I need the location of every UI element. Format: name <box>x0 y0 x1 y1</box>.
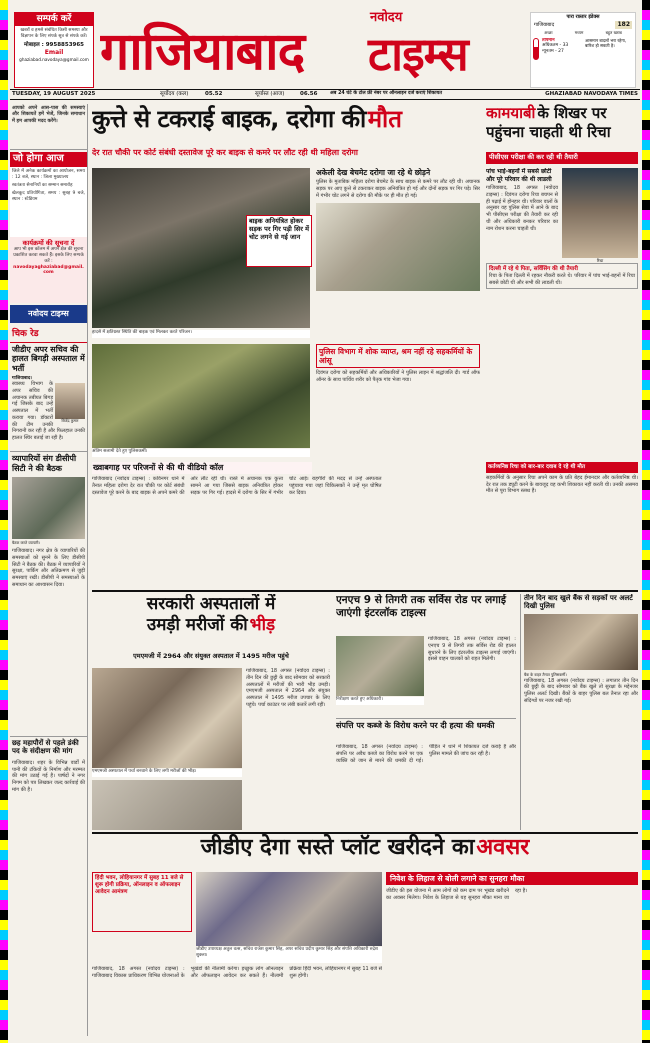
lead-side-story <box>316 168 480 340</box>
temp-min: न्यूनतम - 27 <box>542 49 564 54</box>
kartavya-bar: कर्तव्यनिष्ठ रिचा को बार-बार दवाब दे रहे थी मौत <box>486 462 638 473</box>
tanki-text: गाजियाबाद। शहर के विभिन्न वार्डों में पानी की टंकियों के निर्माण और मरम्मत की मांग उठाई गई है। पार्षदों ने नगर निगम को पत्र लिखकर जल्द कार्रवाई की मांग की है। <box>12 759 85 793</box>
richa-photo <box>562 168 638 258</box>
temp-label: तापमान <box>542 37 555 43</box>
funeral-caption: अंतिम सलामी देते हुए पुलिसकर्मी। <box>92 449 310 457</box>
teen-din-story <box>520 594 638 830</box>
jo-hota-aaj-item: स्वतंत्रता सेनानियों का सम्मान समारोह <box>12 182 73 188</box>
karyakram-title: कार्यक्रमों की सूचना दें <box>22 238 75 247</box>
richa-photo-wrap <box>562 168 638 263</box>
temp-max: अधिकतम - 33 <box>542 43 569 49</box>
teen-din-photo <box>524 614 638 670</box>
hospital-headline <box>92 594 330 648</box>
jo-hota-aaj-item: जिले में अनेक कार्यक्रमों का आयोजन, समय : 12 बजे, स्थान : जिला मुख्यालय <box>12 168 85 180</box>
email-label: Email <box>44 49 64 57</box>
aqi-levels <box>531 29 635 36</box>
hospital-text: गाजियाबाद, 18 अगस्त (नवोदय टाइम्स) : तीन दिन की छुट्टी के बाद सोमवार को सरकारी अस्पतालों में मरीजों की भारी भीड़ उमड़ी। एमएमजी अस्पताल में 2964 और संयुक्त अस्पताल में 1495 मरीज उपचार के लिए पहुंचे। पर्चा काउंटर पर लंबी कतारें लगी रहीं। <box>246 668 330 708</box>
delhi-box-text: रिचा के पिता दिल्ली में रहकर नौकरी करते थे। परिवार में पांच भाई-बहनों में रिचा सबसे छोटी थी और सभी की लाडली थी। <box>489 272 635 286</box>
nh9-text: गाजियाबाद, 18 अगस्त (नवोदय टाइम्स) : एनएच 9 से तिगरी तक सर्विस रोड की हालत सुधारने के लिए इंटरलॉक टाइल्स लगाई जाएंगी। इससे वाहन चालकों को राहत मिलेगी। <box>428 636 516 663</box>
hospital-photo-2 <box>92 780 242 830</box>
richa-kicker: पीसीएस परीक्षा की कर रही थी तैयारी <box>486 152 638 164</box>
gda-text: गाजियाबाद, 18 अगस्त (नवोदय टाइम्स) : गाजियाबाद विकास प्राधिकरण विभिन्न योजनाओं के भूखंडों की नीलामी करेगा। इच्छुक लोग ऑनलाइन और ऑफलाइन आवेदन कर सकते हैं। नीलामी प्रक्रिया हिंदी भवन, लोहियानगर में सुबह 11 बजे से शुरू होगी। <box>92 966 382 979</box>
gda-photo <box>196 872 382 946</box>
gdp-photo-caption: बिजेंद्र कुमार <box>61 418 79 424</box>
gda-subhead-box <box>92 872 192 932</box>
mourning-headline: पुलिस विभाग में शोक व्याप्त, श्रम नहीं रहे सहकर्मियों के आंसू <box>316 344 480 368</box>
sunset-label: सूर्यास्त (आज) <box>255 91 285 97</box>
tagline: अब 24 घंटे के टोल फ्री नंबर पर ऑनलाइन दर्ज कराएं शिकायत <box>330 91 442 96</box>
date: TUESDAY, 19 AUGUST 2025 <box>12 91 96 97</box>
hospital-headline-line2 <box>92 615 330 636</box>
kartavya-text: सहकर्मियों के अनुसार रिचा अपने काम के प्रति बेहद ईमानदार और कर्तव्यनिष्ठ थी। देर रात तक ड्यूटी करने के बावजूद वह कभी शिकायत नहीं करती थी। उनकी असमय मौत से पूरा विभाग स्तब्ध है। <box>486 474 638 495</box>
mourning-box <box>316 344 480 454</box>
email-value[interactable]: ghaziabad.navodaya@gmail.com <box>19 56 89 62</box>
aqi-row <box>531 21 635 29</box>
kartavya-section <box>486 462 638 584</box>
hospital-caption: एमएमजी अस्पताल में पर्चा बनवाने के लिए लगी मरीजों की भीड़। <box>92 769 242 777</box>
lead-headline-emphasis: मौत <box>367 105 402 133</box>
teen-din-caption: बैंक के बाहर तैनात पुलिसकर्मी। <box>524 671 567 677</box>
weather-box <box>530 12 636 88</box>
jo-hota-aaj-list <box>10 167 87 237</box>
richa-text: गाजियाबाद, 18 अगस्त (नवोदय टाइम्स) : दिवंगत दरोगा रिचा बचपन से ही पढ़ाई में होनहार थी। परिवार वालों के अनुसार वह पुलिस सेवा में आने के बाद भी पीसीएस परीक्षा की तैयारी कर रही थी और अधिकारी बनकर परिवार का नाम रोशन करना चाहती थी। <box>486 185 558 232</box>
sampatti-text: गाजियाबाद, 18 अगस्त (नवोदय टाइम्स) : संपत्ति पर अवैध कब्जे का विरोध करने पर एक व्यक्ति को जान से मारने की धमकी दी गई। पीड़ित ने थाने में शिकायत दर्ज कराई है और पुलिस मामले की जांच कर रही है। <box>336 744 516 764</box>
gdp-headline: जीडीए अपर सचिव की हालत बिगड़ी अस्पताल में भर्ती <box>12 344 85 373</box>
temp-values <box>539 38 585 60</box>
gda-headline-emphasis: अवसर <box>476 835 530 860</box>
lead-side-text: पुलिस के मुताबिक महिला दरोगा बेचमेट के साथ बाइक से कमरे पर लौट रही थी। अचानक सड़क पर आए कुत्ते से टकराकर बाइक अनियंत्रित हो गई और दोनों सड़क पर गिर पड़े। सिर में गंभीर चोट लगने से दरोगा की मौके पर ही मौत हो गई। <box>316 179 480 199</box>
newspaper-logo: नवोदय टाइम्स <box>10 305 87 323</box>
mourning-text: दिवंगत दरोगा को सहकर्मियों और अधिकारियों ने पुलिस लाइन में श्रद्धांजलि दी। गार्ड ऑफ ऑनर के साथ पार्थिव शरीर को पैतृक गांव भेजा गया। <box>316 370 480 383</box>
karyakram-email[interactable]: navodayaghaziabad@gmail.com <box>13 264 84 276</box>
dateline-bar <box>10 89 640 100</box>
nivesh-section <box>386 872 638 1032</box>
gdp-text: स्वास्थ्य विभाग के अपर सचिव की अचानक तबीयत बिगड़ गई जिसके बाद उन्हें अस्पताल में भर्ती कराया गया। डॉक्टरों की टीम उनकी निगरानी कर रही है और फिलहाल उनकी हालत स्थिर बताई जा रही है। <box>12 381 85 442</box>
promo-text: आपको अपने आस-पास की समस्याएं और शिकायतें हमें भेजें, जिनके समाधान में हम आपकी मदद करेंगे। <box>10 104 87 150</box>
lead-subhead: देर रात चौकी पर कोर्ट संबंधी दस्तावेज पूरे कर बाइक से कमरे पर लौट रही थी महिला दरोगा <box>92 148 358 157</box>
sampatti-headline: संपत्ति पर कब्जे के विरोध करने पर दी हत्या की धमकी <box>336 718 516 742</box>
sunrise-label: सूर्योदय (कल) <box>160 91 189 97</box>
vyapari-headline: व्यापारियों संग डीसीपी सिटी ने की बैठक <box>10 451 87 475</box>
video-call-headline: ख्वाबगाह पर परिजनों से की थी वीडियो कॉल <box>92 462 312 474</box>
hospital-headline-line1: सरकारी अस्पतालों में <box>146 594 276 614</box>
gdp-photo-wrap <box>55 383 85 424</box>
weather-title: पारा रफ़्तार इंडेक्स <box>566 14 600 20</box>
richa-headline-line2: पहुंचना चाहती थी रिचा <box>486 122 611 141</box>
gdp-photo <box>55 383 85 419</box>
delhi-box <box>486 263 638 289</box>
contact-box-text: खबरों व हमसे संबंधित किसी समस्या और विज्ञापन के लिए संपर्क सूत्र से संपर्क करें। <box>20 28 88 40</box>
jo-hota-aaj-title: जो होगा आज <box>10 152 87 167</box>
mobile-number[interactable]: 9958853965 <box>45 42 85 49</box>
aqi-level-good: अच्छा <box>544 29 553 35</box>
nh9-caption: निरीक्षण करते हुए अधिकारी। <box>336 697 424 705</box>
masthead-title <box>100 6 530 90</box>
mobile-line <box>15 42 93 49</box>
teen-din-headline: तीन दिन बाद खुले बैंक से सड़कों पर अलर्ट दिखी पुलिस <box>524 594 633 611</box>
contact-box-title: सम्पर्क करें <box>15 13 93 26</box>
lead-body-text: गाजियाबाद (नवोदय टाइम्स) : कविनगर थाने में तैनात महिला दरोगा देर रात चौकी पर कोर्ट संबंधी दस्तावेज पूरे करने के बाद बाइक से अपने कमरे की ओर लौट रही थी। रास्ते में अचानक एक कुत्ता सामने आ गया जिससे बाइक अनियंत्रित होकर सड़क पर गिर गई। हादसे में दरोगा के सिर में गंभीर चोट आई। राहगीरों की मदद से उन्हें अस्पताल पहुंचाया गया जहां चिकित्सकों ने उन्हें मृत घोषित कर दिया। <box>92 476 382 496</box>
karyakram-text: आप भी इस कॉलम में अपने क्षेत्र की सूचना प्रकाशित करवा सकते हैं। इसके लिए सम्पर्क करें : <box>13 246 84 264</box>
title-ghaziabad: गाजियाबाद <box>100 22 305 82</box>
vyapari-photo <box>12 477 85 539</box>
nivesh-bar: निवेश के लिहाज से बोली लगाने का सुनहरा मौका <box>386 872 638 885</box>
richa-photo-caption: रिचा <box>596 258 604 263</box>
gda-caption: जीडीए उपाध्यक्ष अतुल वत्स, सचिव राजेश कुमार सिंह, अपर सचिव प्रदीप कुमार सिंह और संपत्ति अधिकारी रुद्रेश शुक्ला। <box>196 947 382 963</box>
richa-headline-text: के शिखर पर <box>537 104 607 122</box>
vyapari-text: गाजियाबाद। नगर क्षेत्र के व्यापारियों की समस्याओं को सुनने के लिए डीसीपी सिटी ने बैठक की। बैठक में व्यापारियों ने सुरक्षा, पार्किंग और अतिक्रमण से जुड़ी समस्याएं रखीं। डीसीपी ने समस्याओं के समाधान का आश्वासन दिया। <box>12 548 85 588</box>
lead-headline-text: कुत्ते से टकराई बाइक, दरोगा की <box>92 105 366 133</box>
jo-hota-aaj-item: खेलकूद प्रतियोगिता, समय : सुबह 9 बजे, स्थान : स्टेडियम <box>12 190 85 202</box>
registration-strip-left <box>0 0 8 1043</box>
registration-strip-right <box>642 0 650 1043</box>
mobile-label: मोबाइल : <box>23 42 44 49</box>
nh9-headline: एनएच 9 से तिगरी तक सर्विस रोड पर लगाई जाएंगी इंटरलॉक टाइल्स <box>336 594 506 620</box>
title-brand: नवोदय <box>370 10 403 25</box>
weather-note: आसमान बादलों भरा रहेगा, बारिश हो सकती है। <box>585 37 627 48</box>
hospital-subhead: एमएमजी में 2964 और संयुक्त अस्पताल में 1495 मरीज पहुंचे <box>133 652 289 660</box>
nivesh-text: जीडीए की इस योजना में आम लोगों को कम दाम पर भूखंड खरीदने का अवसर मिलेगा। निवेश के लिहाज से यह सुनहरा मौका माना जा रहा है। <box>386 888 528 902</box>
chick-red-title: चिक रेड <box>10 327 87 343</box>
aqi-value: 182 <box>617 21 630 29</box>
weather-city: गाजियाबाद <box>534 21 555 28</box>
gdp-byline: गाजियाबाद। <box>12 375 32 381</box>
gda-headline-text: जीडीए देगा सस्ते प्लॉट खरीदने का <box>200 835 475 860</box>
lead-side-photo <box>316 203 480 291</box>
lead-photo-quote: बाइक अनियंत्रित होकर सड़क पर गिर पड़ी सिर में चोट लगने से गई जान <box>246 215 312 267</box>
nh9-photo <box>336 636 424 696</box>
sunset-time: 06.56 <box>300 91 318 97</box>
funeral-photo <box>92 344 310 448</box>
richa-headline <box>486 104 638 150</box>
edition-name: GHAZIABAD NAVODAYA TIMES <box>545 91 638 97</box>
lead-side-headline: अकेली देख बेचमेट दरोगा जा रहे थे छोड़ने <box>316 168 431 177</box>
gda-headline <box>92 834 638 870</box>
temp-row <box>531 36 635 62</box>
richa-story <box>486 168 638 458</box>
gda-subhead: हिंदी भवन, लोहियानगर में सुबह 11 बजे से शुरू होगी प्रक्रिया, ऑनलाइन व ऑफलाइन आवेदन आमंत्रण <box>95 875 184 896</box>
lead-headline <box>92 104 480 144</box>
hospital-photo <box>92 668 242 768</box>
richa-bullet-headline: पांच भाई-बहनों में सबसे छोटी और पूरे परिवार की थी लाडली <box>486 168 552 183</box>
teen-din-text: गाजियाबाद, 18 अगस्त (नवोदय टाइम्स) : लगातार तीन दिन की छुट्टी के बाद सोमवार को बैंक खुले तो सुरक्षा के मद्देनजर पुलिस अलर्ट दिखी। बैंकों के बाहर पुलिस बल तैनात रहा और संदिग्धों पर नजर रखी गई। <box>524 677 638 704</box>
karyakram-box <box>10 237 87 303</box>
aqi-level-moderate: मध्यम <box>574 29 584 35</box>
contact-box <box>14 12 94 88</box>
hospital-headline-emphasis: भीड़ <box>249 615 276 636</box>
hospital-headline-text: उमड़ी मरीजों की <box>146 615 248 636</box>
tanki-headline: छह महापौरों से पहले डंकी पद के संदीक्षण की मांग <box>10 736 87 758</box>
left-column <box>10 104 88 1036</box>
vyapari-caption: बैठक करते व्यापारी। <box>12 540 40 546</box>
section-divider <box>92 590 638 592</box>
sunrise-time: 05.52 <box>205 91 223 97</box>
richa-headline-emphasis: कामयाबी <box>486 104 536 122</box>
title-times: टाइम्स <box>368 27 468 81</box>
delhi-box-headline: दिल्ली में रहे थे पिता, सर्विसिंग की थी तैयारी <box>489 266 578 272</box>
aqi-level-bad: बहुत खराब <box>605 29 622 35</box>
lead-photo-caption: हादसे में क्षतिग्रस्त स्थिति की बाइक एवं मिलकर करते परिजन। <box>92 330 310 338</box>
